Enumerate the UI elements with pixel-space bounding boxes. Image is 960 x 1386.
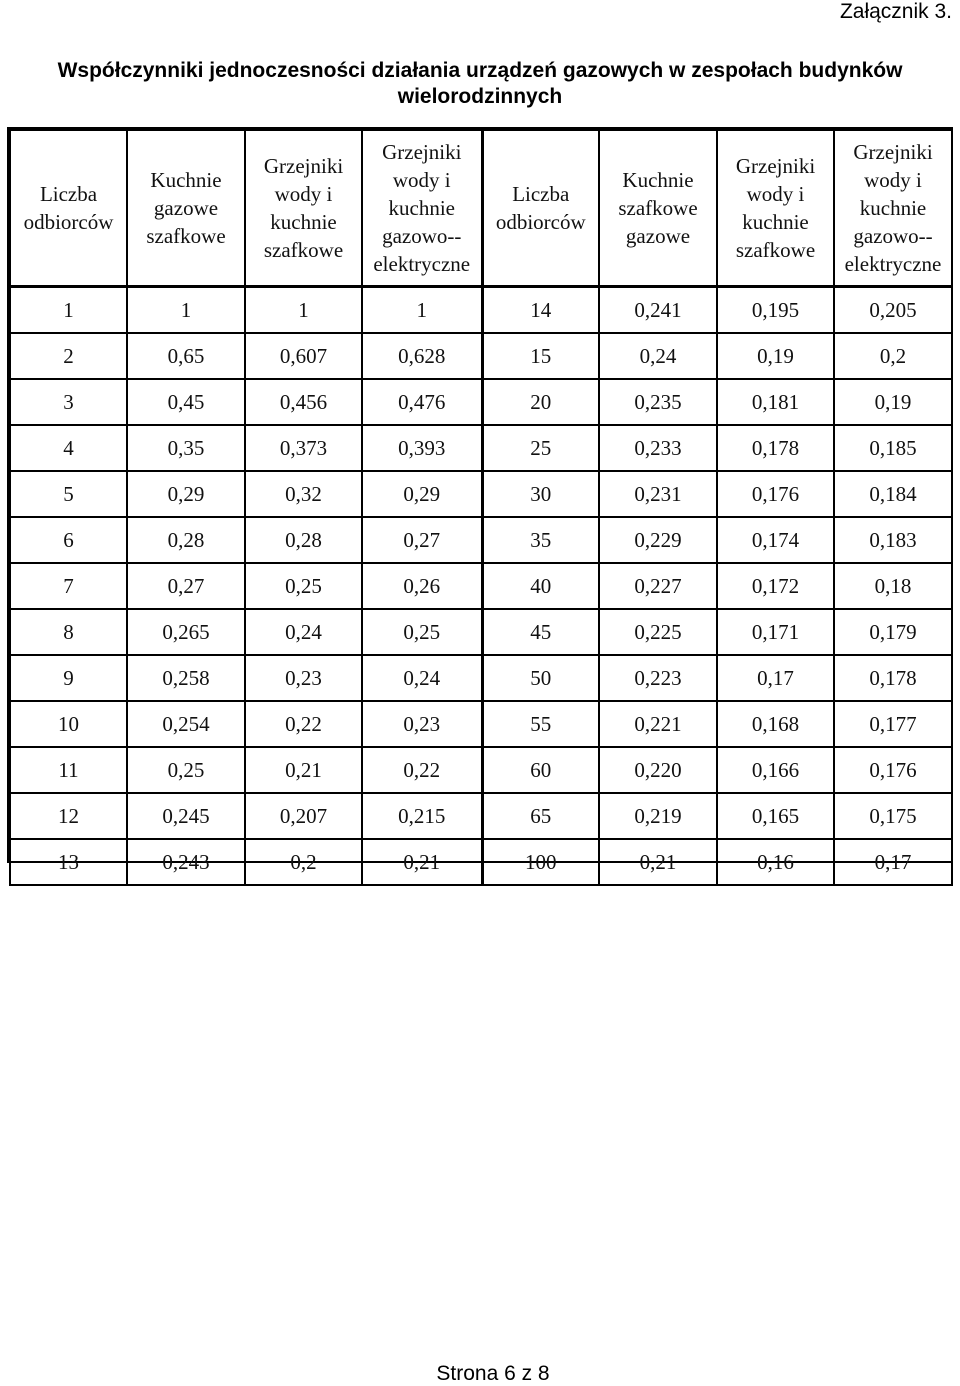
table-cell: 0,172 [717, 563, 834, 609]
table-cell: 10 [10, 701, 127, 747]
column-header: Kuchnie szafkowe gazowe [599, 130, 717, 287]
table-cell: 0,195 [717, 287, 834, 334]
table-cell: 5 [10, 471, 127, 517]
table-row [10, 517, 952, 563]
table-cell: 55 [482, 701, 599, 747]
table-row [10, 563, 952, 609]
table-cell: 0,19 [717, 333, 834, 379]
table-cell: 0,19 [834, 379, 952, 425]
table-cell: 0,176 [717, 471, 834, 517]
column-header: Liczba odbiorców [482, 130, 599, 287]
column-header: Kuchnie gazowe szafkowe [127, 130, 245, 287]
table-cell: 0,223 [599, 655, 717, 701]
table-cell: 0,258 [127, 655, 245, 701]
table-row [10, 655, 952, 701]
table-cell: 0,65 [127, 333, 245, 379]
table-cell: 30 [482, 471, 599, 517]
table-cell: 0,28 [245, 517, 362, 563]
table-cell: 11 [10, 747, 127, 793]
table-cell: 0,185 [834, 425, 952, 471]
table-cell: 0,2 [245, 839, 362, 885]
table-cell: 65 [482, 793, 599, 839]
table-cell: 0,24 [599, 333, 717, 379]
table-cell: 0,174 [717, 517, 834, 563]
table-cell: 0,175 [834, 793, 952, 839]
table-cell: 0,21 [245, 747, 362, 793]
table-cell: 0,181 [717, 379, 834, 425]
column-header: Grzejniki wody i kuchnie szafkowe [245, 130, 362, 287]
table-cell: 0,26 [362, 563, 482, 609]
table-cell: 0,32 [245, 471, 362, 517]
table-cell: 100 [482, 839, 599, 885]
table-cell: 0,205 [834, 287, 952, 334]
table-cell: 0,179 [834, 609, 952, 655]
table-header-row [10, 130, 952, 287]
table-cell: 1 [10, 287, 127, 334]
table-cell: 0,476 [362, 379, 482, 425]
table-row [10, 701, 952, 747]
table-cell: 0,27 [127, 563, 245, 609]
table-cell: 12 [10, 793, 127, 839]
table-cell: 0,241 [599, 287, 717, 334]
table-cell: 0,235 [599, 379, 717, 425]
table-cell: 0,245 [127, 793, 245, 839]
table-cell: 20 [482, 379, 599, 425]
table-cell: 0,171 [717, 609, 834, 655]
table-cell: 0,18 [834, 563, 952, 609]
table-cell: 0,22 [362, 747, 482, 793]
table-cell: 8 [10, 609, 127, 655]
table-body [10, 287, 952, 886]
table-row [10, 425, 952, 471]
table-cell: 13 [10, 839, 127, 885]
table-cell: 0,229 [599, 517, 717, 563]
attachment-label: Załącznik 3. [839, 0, 952, 23]
table-cell: 0,17 [717, 655, 834, 701]
table-cell: 0,16 [717, 839, 834, 885]
table-cell: 0,243 [127, 839, 245, 885]
table-cell: 0,22 [245, 701, 362, 747]
table-row [10, 609, 952, 655]
table-cell: 0,215 [362, 793, 482, 839]
table-cell: 1 [127, 287, 245, 334]
table-cell: 0,221 [599, 701, 717, 747]
table-cell: 0,17 [834, 839, 952, 885]
table-cell: 0,165 [717, 793, 834, 839]
table-row [10, 747, 952, 793]
table-cell: 1 [362, 287, 482, 334]
column-header: Grzejniki wody i kuchnie gazowo--elektryczne [362, 130, 482, 287]
table-cell: 45 [482, 609, 599, 655]
table-cell: 0,35 [127, 425, 245, 471]
table-cell: 0,628 [362, 333, 482, 379]
table-cell: 0,24 [362, 655, 482, 701]
table-row [10, 839, 952, 885]
table-cell: 3 [10, 379, 127, 425]
table-cell: 0,25 [362, 609, 482, 655]
table-row [10, 287, 952, 334]
coefficients-table [7, 127, 953, 874]
table-cell: 0,393 [362, 425, 482, 471]
page-title: Współczynniki jednoczesności działania urządzeń gazowych w zespołach budynków wielorodzinnych [57, 59, 903, 108]
table-cell: 0,21 [362, 839, 482, 885]
table-row [10, 793, 952, 839]
table-cell: 40 [482, 563, 599, 609]
table-cell: 15 [482, 333, 599, 379]
table-cell: 0,219 [599, 793, 717, 839]
table-cell: 60 [482, 747, 599, 793]
table-cell: 0,25 [245, 563, 362, 609]
table-cell: 25 [482, 425, 599, 471]
table-cell: 0,168 [717, 701, 834, 747]
table-cell: 35 [482, 517, 599, 563]
table-cell: 0,373 [245, 425, 362, 471]
table-cell: 0,207 [245, 793, 362, 839]
table-cell: 7 [10, 563, 127, 609]
table-cell: 0,176 [834, 747, 952, 793]
table-cell: 0,27 [362, 517, 482, 563]
table-cell: 0,166 [717, 747, 834, 793]
table-cell: 0,607 [245, 333, 362, 379]
table-cell: 0,184 [834, 471, 952, 517]
table-cell: 0,24 [245, 609, 362, 655]
table-cell: 0,178 [717, 425, 834, 471]
column-header: Grzejniki wody i kuchnie szafkowe [717, 130, 834, 287]
table-cell: 0,28 [127, 517, 245, 563]
table-cell: 0,254 [127, 701, 245, 747]
table-cell: 0,265 [127, 609, 245, 655]
column-header: Grzejniki wody i kuchnie gazowo--elektryczne [834, 130, 952, 287]
table-cell: 0,29 [362, 471, 482, 517]
table-cell: 2 [10, 333, 127, 379]
table-cell: 6 [10, 517, 127, 563]
table-cell: 0,220 [599, 747, 717, 793]
table-cell: 0,177 [834, 701, 952, 747]
table-cell: 0,23 [362, 701, 482, 747]
table-cell: 0,2 [834, 333, 952, 379]
table-cell: 9 [10, 655, 127, 701]
table-row [10, 379, 952, 425]
table-cell: 0,29 [127, 471, 245, 517]
column-header: Liczba odbiorców [10, 130, 127, 287]
table-cell: 4 [10, 425, 127, 471]
table-cell: 0,23 [245, 655, 362, 701]
table-cell: 50 [482, 655, 599, 701]
table-cell: 1 [245, 287, 362, 334]
table-cell: 0,45 [127, 379, 245, 425]
table-cell: 0,25 [127, 747, 245, 793]
table-cell: 0,231 [599, 471, 717, 517]
table-cell: 0,456 [245, 379, 362, 425]
table-row [10, 333, 952, 379]
table-cell: 0,183 [834, 517, 952, 563]
table-cell: 0,21 [599, 839, 717, 885]
table-cell: 0,178 [834, 655, 952, 701]
table-cell: 0,227 [599, 563, 717, 609]
page-footer: Strona 6 z 8 [436, 1362, 550, 1385]
table-cell: 0,233 [599, 425, 717, 471]
table-cell: 0,225 [599, 609, 717, 655]
table-cell: 14 [482, 287, 599, 334]
table-row [10, 471, 952, 517]
